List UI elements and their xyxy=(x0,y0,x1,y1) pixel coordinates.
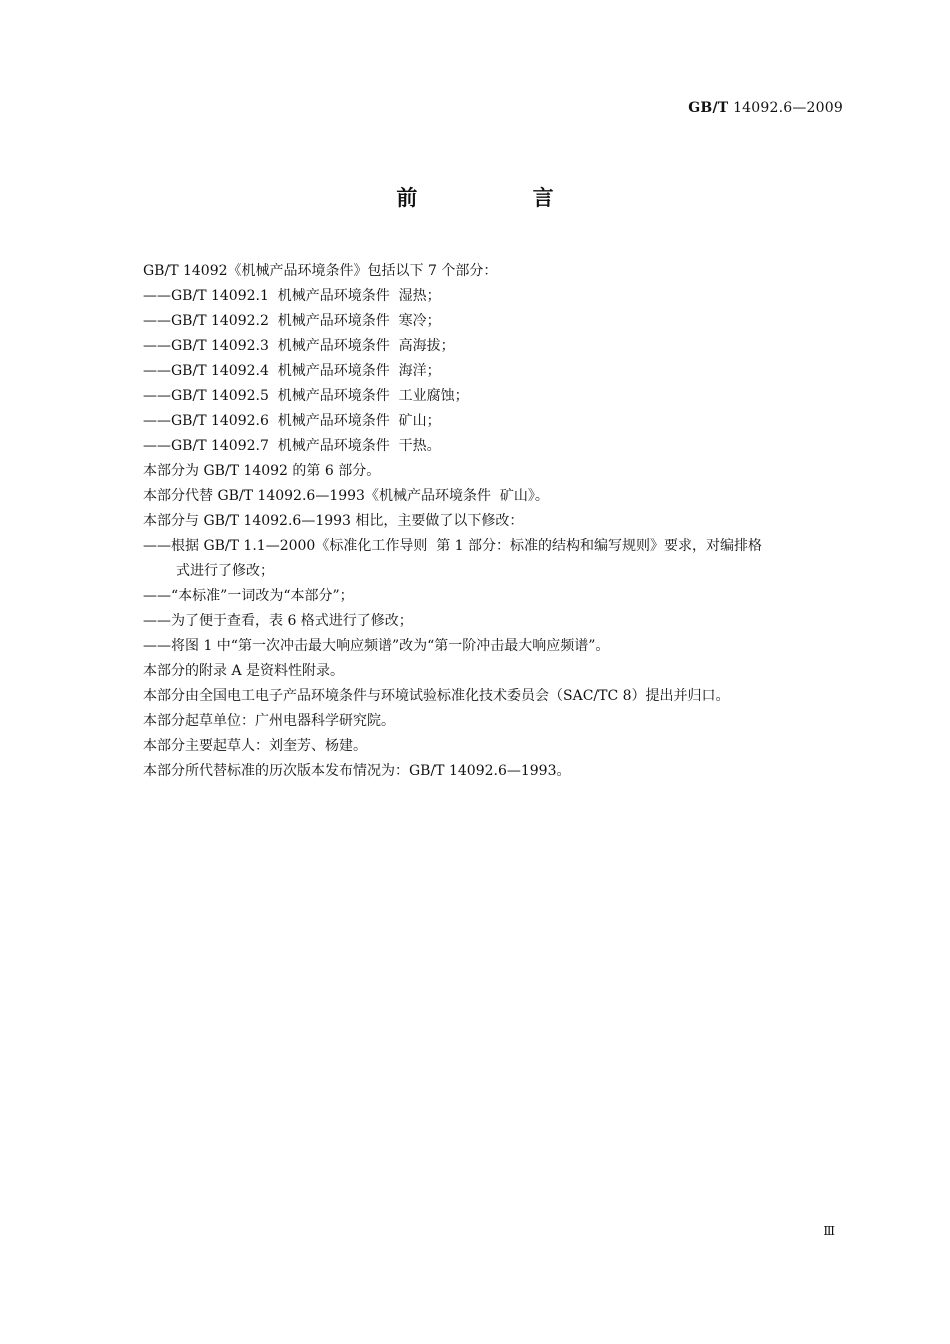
page-title: 前 言 xyxy=(396,186,608,210)
foreword-body xyxy=(143,259,848,784)
body-line-annex: 本部分的附录 A 是资料性附录。 xyxy=(143,663,345,679)
list-item-part-4: ——GB/T 14092.4 机械产品环境条件 海洋； xyxy=(143,363,441,379)
body-line-history: 本部分所代替标准的历次版本发布情况为：GB/T 14092.6—1993。 xyxy=(143,763,571,779)
body-line-proposer: 本部分由全国电工电子产品环境条件与环境试验标准化技术委员会（SAC/TC 8）提出并归口。 xyxy=(143,688,730,704)
list-item-part-2: ——GB/T 14092.2 机械产品环境条件 寒冷； xyxy=(143,313,441,329)
standard-code xyxy=(688,100,843,116)
body-line-replaces: 本部分代替 GB/T 14092.6—1993《机械产品环境条件 矿山》。 xyxy=(143,488,549,504)
list-item-change-1-continued: 式进行了修改； xyxy=(176,563,274,579)
body-line-drafters: 本部分主要起草人：刘奎芳、杨建。 xyxy=(143,738,367,754)
list-item-part-1: ——GB/T 14092.1 机械产品环境条件 湿热； xyxy=(143,288,441,304)
body-line-part-statement: 本部分为 GB/T 14092 的第 6 部分。 xyxy=(143,463,381,479)
list-item-change-4: ——将图 1 中“第一次冲击最大响应频谱”改为“第一阶冲击最大响应频谱”。 xyxy=(143,638,610,654)
body-line-intro: GB/T 14092《机械产品环境条件》包括以下 7 个部分： xyxy=(143,263,498,279)
standard-code-prefix: GB/T xyxy=(688,100,729,116)
list-item-change-2: ——“本标准”一词改为“本部分”； xyxy=(143,588,354,604)
list-item-part-7: ——GB/T 14092.7 机械产品环境条件 干热。 xyxy=(143,438,441,454)
list-item-change-3: ——为了便于查看，表 6 格式进行了修改； xyxy=(143,613,413,629)
page-number: Ⅲ xyxy=(823,1224,835,1238)
body-line-drafting-unit: 本部分起草单位：广州电器科学研究院。 xyxy=(143,713,395,729)
list-item-part-6: ——GB/T 14092.6 机械产品环境条件 矿山； xyxy=(143,413,441,429)
body-line-changes-intro: 本部分与 GB/T 14092.6—1993 相比，主要做了以下修改： xyxy=(143,513,524,529)
standard-code-number: 14092.6—2009 xyxy=(733,100,843,116)
list-item-part-5: ——GB/T 14092.5 机械产品环境条件 工业腐蚀； xyxy=(143,388,469,404)
list-item-part-3: ——GB/T 14092.3 机械产品环境条件 高海拔； xyxy=(143,338,455,354)
list-item-change-1: ——根据 GB/T 1.1—2000《标准化工作导则 第 1 部分：标准的结构和编写规则》要求，对编排格 xyxy=(143,538,763,554)
